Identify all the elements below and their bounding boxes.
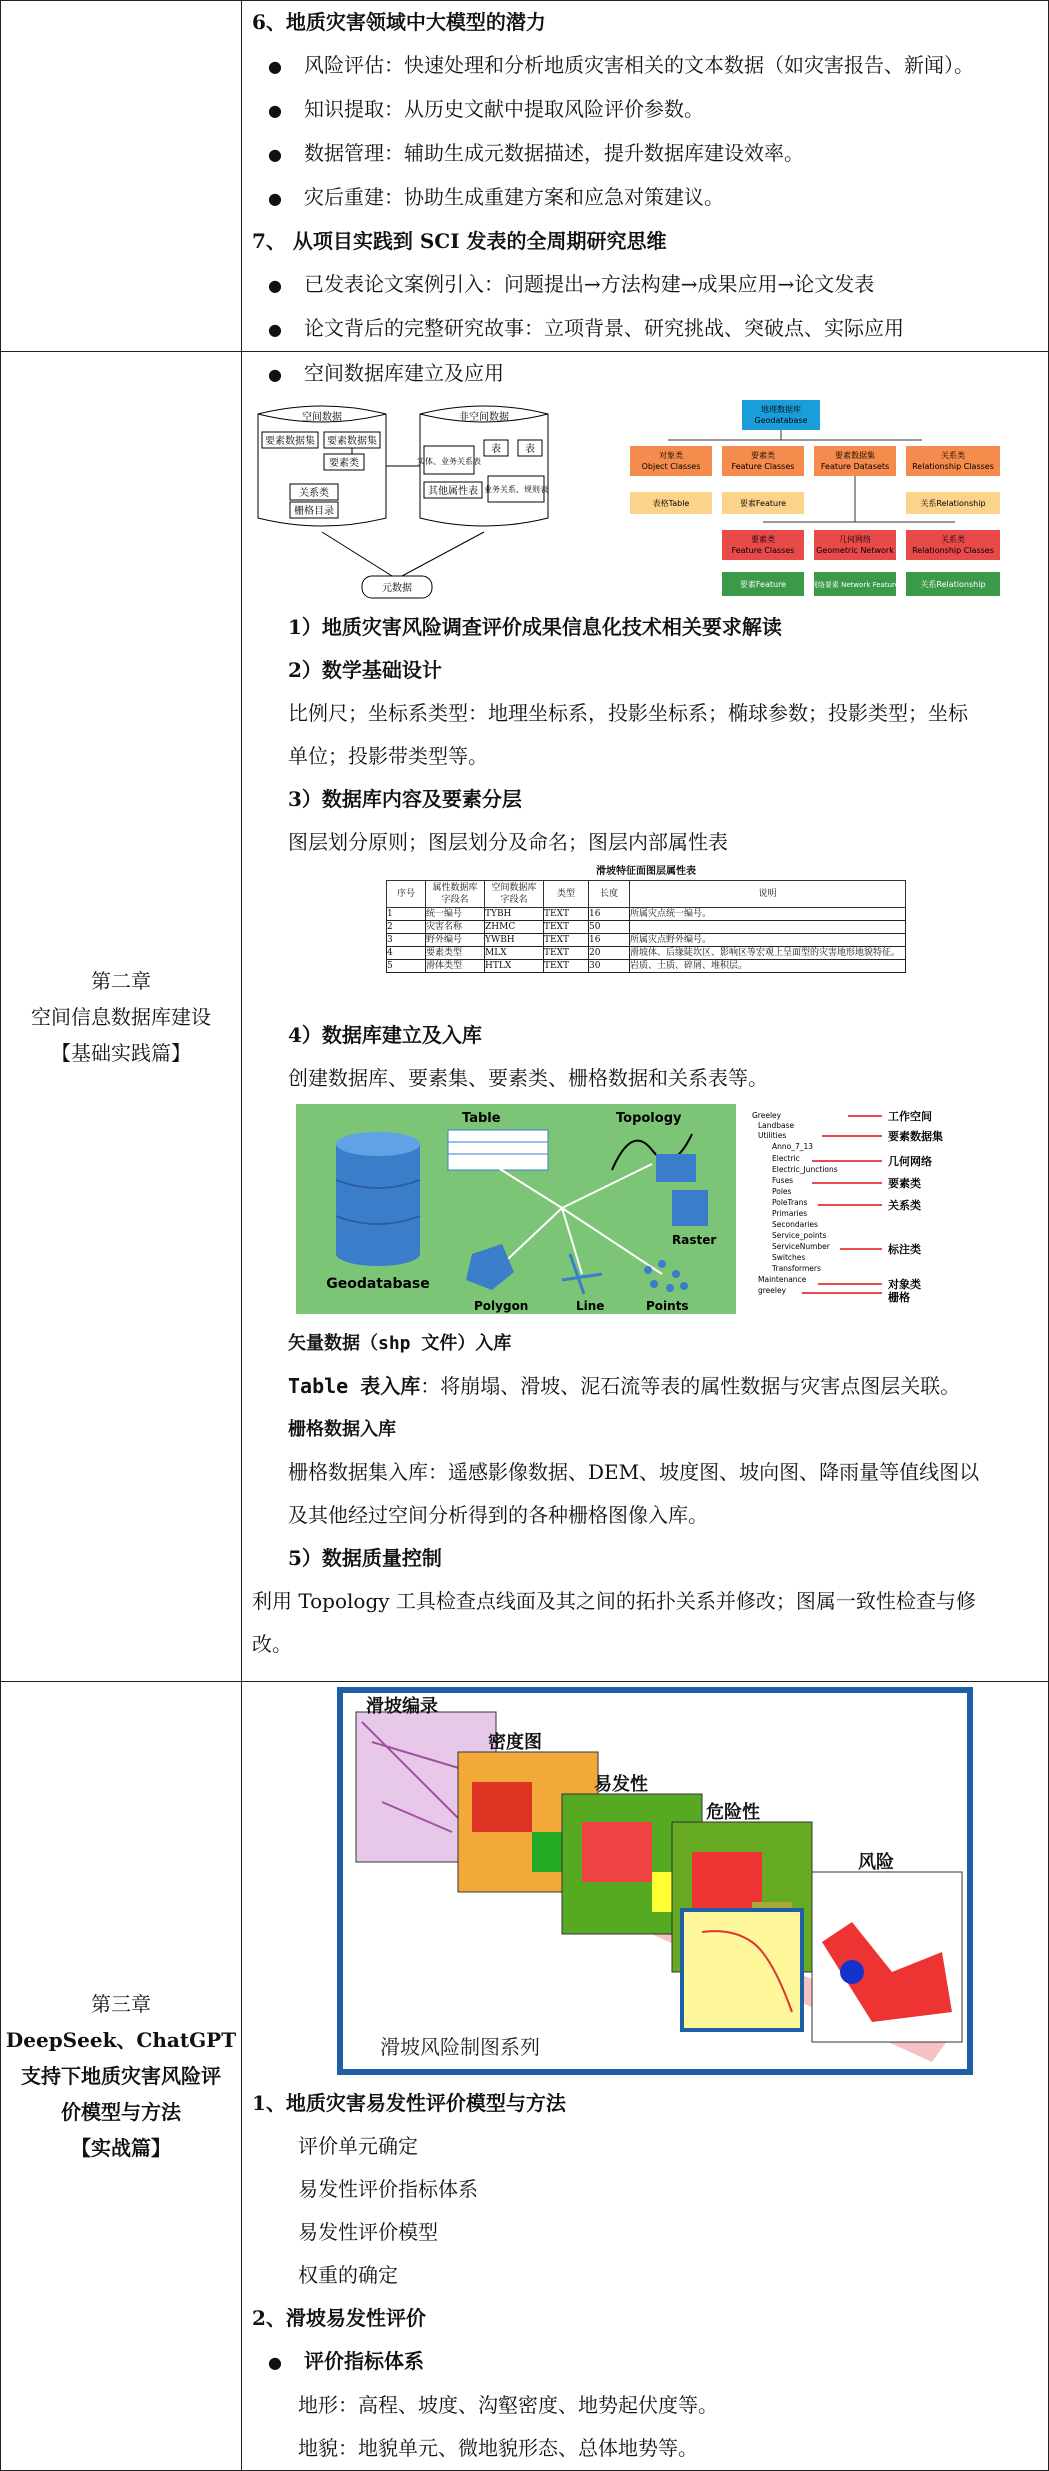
cell: 4: [387, 947, 426, 960]
cell: 1: [387, 908, 426, 921]
cell: 50: [589, 921, 630, 934]
tree-node: Maintenance: [758, 1275, 807, 1284]
table-icon: [448, 1130, 548, 1170]
box-fd1: 要素数据集: [265, 436, 315, 447]
tree-node: PoleTrans: [772, 1198, 808, 1207]
tree-node: Anno_7_13: [772, 1142, 814, 1151]
intro-bullet: ● 空间数据库建立及应用: [252, 352, 1048, 396]
label-nonspatial: 非空间数据: [459, 412, 509, 423]
attr-table: [386, 880, 906, 973]
node-l2-gn-cn: 几何网络: [839, 535, 871, 544]
chapter-3-cell: [1, 1682, 242, 2471]
raster-import-line2: 及其他经过空间分析得到的各种栅格图像入库。: [288, 1503, 708, 1527]
node-l2-fc-cn: 要素类: [751, 535, 775, 544]
callout: 对象类: [888, 1278, 921, 1291]
box-table1: 表: [491, 444, 501, 455]
label-raster: Raster: [672, 1233, 717, 1247]
label-geodatabase: Geodatabase: [326, 1276, 430, 1292]
math-basis-line1: 比例尺；坐标系类型：地理坐标系，投影坐标系；椭球参数；投影类型；坐标: [288, 701, 968, 725]
chapter-3-title-1: 支持下地质灾害风险评: [21, 2064, 221, 2088]
cell: YWBH: [485, 934, 544, 947]
tree-node: Service_points: [772, 1231, 827, 1240]
cell: 5: [387, 960, 426, 973]
chapter-3-tools: DeepSeek、ChatGPT: [5, 2028, 237, 2052]
bullet-risk: ● 风险评估：快速处理和分析地质灾害相关的文本数据（如灾害报告、新闻）。: [252, 44, 1048, 88]
node-object-en: Object Classes: [641, 462, 701, 471]
chapter-3-number: 第三章: [91, 1992, 151, 2016]
node-rc-en: Relationship Classes: [912, 462, 994, 471]
chapter-3-tag: 【实战篇】: [71, 2136, 171, 2160]
label-line: Line: [576, 1299, 605, 1313]
callout: 栅格: [888, 1291, 910, 1304]
cell: 滑体类型: [426, 960, 485, 973]
heading-2-1: 1）地质灾害风险调查评价成果信息化技术相关要求解读: [288, 615, 782, 639]
attr-th: 序号: [387, 881, 426, 908]
terrain-text: 地形：高程、坡度、沟壑密度、地势起伏度等。: [298, 2393, 718, 2417]
heading-6: 6、地质灾害领域中大模型的潜力: [252, 10, 546, 34]
cell: TEXT: [544, 921, 589, 934]
bullet-index-system: ● 评价指标体系: [252, 2340, 1048, 2384]
landform-text: 地貌：地貌单元、微地貌形态、总体地势等。: [298, 2436, 698, 2460]
node-rc-cn: 关系类: [941, 451, 965, 460]
node-feature: 要素Feature: [739, 499, 787, 508]
attr-th: 属性数据库字段名: [426, 881, 485, 908]
heading-3-1: 1、地质灾害易发性评价模型与方法: [252, 2091, 566, 2115]
node-root-en: Geodatabase: [754, 416, 808, 425]
chapter-2-tag: 【基础实践篇】: [51, 1040, 191, 1065]
callout: 要素数据集: [888, 1130, 943, 1143]
geodatabase-figure: [252, 1104, 1048, 1322]
tree-node: Transformers: [772, 1264, 821, 1273]
db-build-text: 创建数据库、要素集、要素类、栅格数据和关系表等。: [288, 1066, 768, 1090]
chapter-2-content: [242, 352, 1049, 1682]
callout: 要素类: [888, 1177, 921, 1190]
node-l3-relationship: 关系Relationship: [920, 580, 986, 589]
tree-node: Electric_Junctions: [772, 1165, 838, 1174]
heading-2-2: 2）数学基础设计: [288, 658, 442, 682]
bullet-research-story: ● 论文背后的完整研究故事：立项背景、研究挑战、突破点、实际应用: [252, 307, 1048, 351]
cell: TEXT: [544, 934, 589, 947]
heading-2-4: 4）数据库建立及入库: [288, 1023, 482, 1047]
node-fd-en: Feature Datasets: [820, 462, 890, 471]
cell: 所属灾点统一编号。: [630, 908, 906, 921]
map-label: 风险: [858, 1852, 894, 1873]
cell: HTLX: [485, 960, 544, 973]
box-fc: 要素类: [329, 458, 359, 469]
map-label: 易发性: [594, 1774, 648, 1795]
label-topology: Topology: [616, 1111, 682, 1126]
callout: 几何网络: [888, 1155, 932, 1168]
callout-labels: [887, 1109, 943, 1304]
item-weight: 权重的确定: [298, 2263, 398, 2287]
box-entity: 实体、业务关系表: [417, 457, 481, 466]
box-rc: 关系类: [299, 488, 329, 499]
label-spatial: 空间数据: [302, 412, 342, 423]
raster-import-title: 栅格数据入库: [288, 1419, 396, 1440]
node-l2-fc-en: Feature Classes: [731, 546, 795, 555]
tree-node: Switches: [772, 1253, 806, 1262]
box-other-attr: 其他属性表: [428, 486, 478, 497]
table-row: [387, 934, 906, 947]
node-table: 表格Table: [652, 499, 690, 508]
cell: 野外编号: [426, 934, 485, 947]
cell: TYBH: [485, 908, 544, 921]
topology-grid-icon: [656, 1154, 696, 1182]
tree-node: ServiceNumber: [772, 1242, 830, 1251]
chapter-2-number: 第二章: [91, 968, 151, 993]
callout: 工作空间: [888, 1110, 932, 1123]
item-unit: 评价单元确定: [298, 2134, 418, 2158]
label-table: Table: [462, 1111, 501, 1126]
level1-nodes: [630, 446, 1000, 476]
row-chapter-2: [1, 352, 1049, 1682]
table-row: [387, 908, 906, 921]
callout: 关系类: [888, 1199, 921, 1212]
raster-import-line1: 栅格数据集入库：遥感影像数据、DEM、坡度图、坡向图、降雨量等值线图以: [288, 1460, 980, 1484]
callout: 标注类: [888, 1243, 921, 1256]
node-fd-cn: 要素数据集: [835, 451, 875, 460]
bullet-rebuild: ● 灾后重建：协助生成重建方案和应急对策建议。: [252, 176, 1048, 220]
cell: TEXT: [544, 960, 589, 973]
box-metadata: 元数据: [382, 583, 412, 594]
row-section-6-7: [1, 1, 1049, 352]
attr-table-figure: [252, 864, 1048, 1014]
map-caption: 滑坡风险制图系列: [380, 2035, 540, 2059]
chapter-3-title-2: 价模型与方法: [61, 2100, 181, 2124]
attr-th: 类型: [544, 881, 589, 908]
node-l2-gn-en: Geometric Network: [816, 546, 894, 555]
chapter-3-content: [242, 1682, 1049, 2471]
cell: 2: [387, 921, 426, 934]
bullet-data-mgmt: ● 数据管理：辅助生成元数据描述，提升数据库建设效率。: [252, 132, 1048, 176]
heading-7: 7、 从项目实践到 SCI 发表的全周期研究思维: [252, 229, 667, 253]
table-import-prefix: Table 表入库: [288, 1374, 421, 1398]
attr-th: 空间数据库字段名: [485, 881, 544, 908]
label-points: Points: [646, 1299, 689, 1313]
attr-th: 长度: [589, 881, 630, 908]
box-fd2: 要素数据集: [327, 436, 377, 447]
table-row: [387, 947, 906, 960]
cylinder-icon: [336, 1132, 420, 1266]
node-relationship: 关系Relationship: [920, 499, 986, 508]
table-import-line: [252, 1365, 1048, 1408]
chapter-2-title: 空间信息数据库建设: [31, 1004, 211, 1029]
db-architecture-figure: [252, 396, 1048, 606]
node-fc-en: Feature Classes: [731, 462, 795, 471]
geodatabase-svg: [252, 1104, 1042, 1318]
item-model: 易发性评价模型: [298, 2220, 438, 2244]
cell: 所属灾点野外编号。: [630, 934, 906, 947]
tree-node: Secondaries: [772, 1220, 818, 1229]
node-l2-rc-cn: 关系类: [941, 535, 965, 544]
landslide-map-series-figure: [252, 1682, 1048, 2082]
node-l2-rc-en: Relationship Classes: [912, 546, 994, 555]
map-label: 滑坡编录: [366, 1696, 438, 1717]
tree-node: Fuses: [772, 1176, 794, 1185]
cell: 要素类型: [426, 947, 485, 960]
tree-node: Poles: [772, 1187, 792, 1196]
cell: TEXT: [544, 908, 589, 921]
qc-line2: 改。: [252, 1632, 292, 1656]
bullet-paper-case: ● 已发表论文案例引入：问题提出→方法构建→成果应用→论文发表: [252, 263, 1048, 307]
cell: 16: [589, 934, 630, 947]
map-label: 密度图: [488, 1732, 542, 1753]
row1-left-cell: [1, 1, 242, 352]
heading-2-3: 3）数据库内容及要素分层: [288, 787, 522, 811]
tree-node: Primaries: [772, 1209, 808, 1218]
catalog-tree: [752, 1111, 838, 1295]
vector-import-title: 矢量数据（shp 文件）入库: [288, 1333, 512, 1354]
node-object-cn: 对象类: [659, 451, 683, 460]
tree-node: greeley: [758, 1286, 787, 1295]
cell: 统一编号: [426, 908, 485, 921]
cell: 灾害名称: [426, 921, 485, 934]
attr-th: 说明: [630, 881, 906, 908]
node-l3-network: 网络要素 Network Feature: [810, 581, 900, 589]
cell: 20: [589, 947, 630, 960]
cell: 16: [589, 908, 630, 921]
row1-content: [242, 1, 1049, 352]
table-row: [387, 960, 906, 973]
box-raster-cat: 栅格目录: [294, 506, 334, 517]
db-architecture-svg: [252, 396, 1042, 606]
cell: TEXT: [544, 947, 589, 960]
qc-line1: 利用 Topology 工具检查点线面及其之间的拓扑关系并修改；图属一致性检查与修: [252, 1589, 976, 1613]
chapter-2-cell: [1, 352, 242, 1682]
box-table2: 表: [525, 444, 535, 455]
math-basis-line2: 单位；投影带类型等。: [288, 744, 488, 768]
heading-3-2: 2、滑坡易发性评价: [252, 2306, 426, 2330]
cell: 30: [589, 960, 630, 973]
table-import-rest: ：将崩塌、滑坡、泥石流等表的属性数据与灾害点图层关联。: [420, 1374, 961, 1398]
heading-2-5: 5）数据质量控制: [288, 1546, 442, 1570]
cell: [630, 921, 906, 934]
layer-principles: 图层划分原则；图层划分及命名；图层内部属性表: [288, 830, 728, 854]
node-l3-feature: 要素Feature: [739, 580, 787, 589]
cell: MLX: [485, 947, 544, 960]
tree-node: Utilities: [758, 1131, 787, 1140]
table-row: [387, 921, 906, 934]
box-rules: 业务关系、规则表: [484, 485, 548, 494]
tree-node: Landbase: [758, 1121, 795, 1130]
cell: 滑坡体、后缘陡坎区、影响区等宏观上呈面型的灾害地形地貌特征。: [630, 947, 906, 960]
cell: ZHMC: [485, 921, 544, 934]
bullet-knowledge: ● 知识提取：从历史文献中提取风险评价参数。: [252, 88, 1048, 132]
cell: 3: [387, 934, 426, 947]
map-label: 危险性: [706, 1802, 760, 1823]
label-polygon: Polygon: [474, 1299, 529, 1313]
tree-node: Electric: [772, 1154, 800, 1163]
node-fc-cn: 要素类: [751, 451, 775, 460]
attr-table-title: 滑坡特征面图层属性表: [596, 866, 696, 877]
row-chapter-3: [1, 1682, 1049, 2471]
node-root-cn: 地理数据库: [761, 405, 801, 414]
tree-node: Greeley: [752, 1111, 782, 1120]
raster-icon: [672, 1190, 708, 1226]
item-index: 易发性评价指标体系: [298, 2177, 478, 2201]
cell: 岩质、土质、碎屑、堆积层。: [630, 960, 906, 973]
landslide-map-svg: [252, 1682, 1042, 2078]
